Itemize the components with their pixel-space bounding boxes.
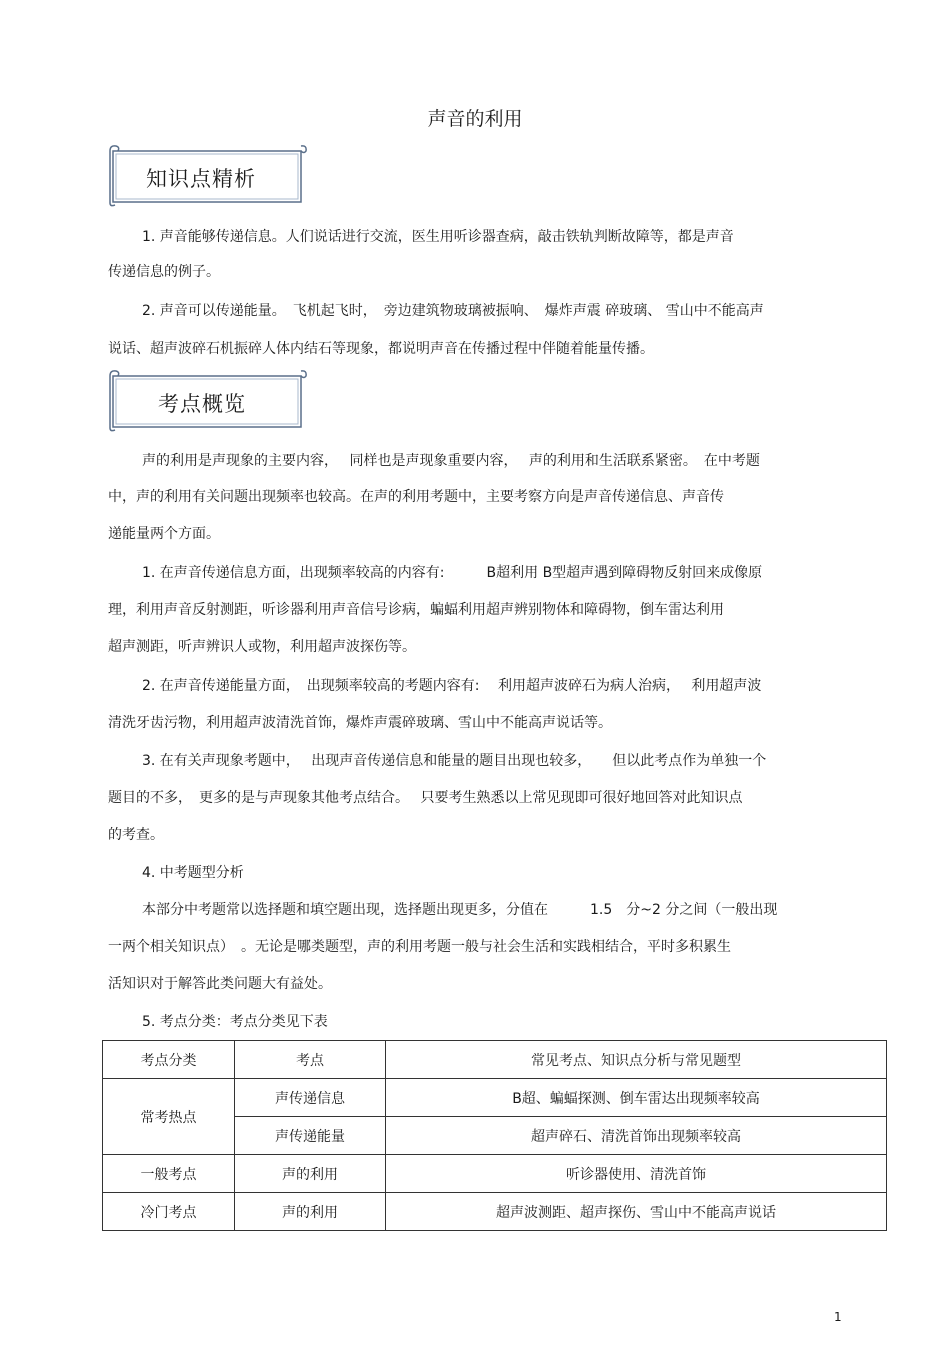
table-cell: 超声波测距、超声探伤、雪山中不能高声说话 [386, 1193, 887, 1231]
knowledge-line: 2. 声音可以传递能量。 飞机起飞时， 旁边建筑物玻璃被振响、 爆炸声震 碎玻璃、 雪山中不能高声 [142, 303, 764, 319]
knowledge-line: 传递信息的例子。 [108, 264, 220, 280]
overview-line: 的考查。 [108, 827, 164, 843]
overview-line: 题目的不多， 更多的是与声现象其他考点结合。 只要考生熟悉以上常见现即可很好地回答对此知识点 [108, 790, 743, 806]
overview-line: 清洗牙齿污物，利用超声波清洗首饰，爆炸声震碎玻璃、雪山中不能高声说话等。 [108, 715, 612, 731]
overview-line: 一两个相关知识点） 。无论是哪类题型，声的利用考题一般与社会生活和实践相结合，平时多积累生 [108, 939, 731, 955]
page-number: 1 [834, 1310, 842, 1324]
banner-label: 知识点精析 [146, 167, 256, 191]
overview-line: 3. 在有关声现象考题中， 出现声音传递信息和能量的题目出现也较多， 但以此考点作为单独一个 [142, 753, 767, 769]
overview-line: 本部分中考题常以选择题和填空题出现，选择题出现更多，分值在 1.5 分~2 分之间（一般出现 [142, 902, 778, 918]
section-banner-knowledge [108, 145, 308, 207]
exam-points-table [102, 1040, 887, 1231]
overview-line: 活知识对于解答此类问题大有益处。 [108, 976, 332, 992]
overview-line: 中，声的利用有关问题出现频率也较高。在声的利用考题中，主要考察方向是声音传递信息、声音传 [108, 489, 724, 505]
knowledge-line: 1. 声音能够传递信息。人们说话进行交流，医生用听诊器查病，敲击铁轨判断故障等，都是声音 [142, 229, 734, 245]
table-cell: 声的利用 [235, 1155, 386, 1193]
table-header-cell: 常见考点、知识点分析与常见题型 [386, 1041, 887, 1079]
section-banner-overview [108, 370, 308, 432]
table-cell-category: 常考热点 [103, 1079, 235, 1155]
overview-line: 4. 中考题型分析 [142, 865, 244, 881]
overview-line: 超声测距，听声辨识人或物，利用超声波探伤等。 [108, 639, 416, 655]
table-cell: 声传递能量 [235, 1117, 386, 1155]
table-cell: B超、蝙蝠探测、倒车雷达出现频率较高 [386, 1079, 887, 1117]
knowledge-line: 说话、超声波碎石机振碎人体内结石等现象，都说明声音在传播过程中伴随着能量传播。 [108, 341, 654, 357]
table-header-cell: 考点 [235, 1041, 386, 1079]
page-title: 声音的利用 [427, 108, 523, 130]
overview-line: 声的利用是声现象的主要内容， 同样也是声现象重要内容， 声的利用和生活联系紧密。 在中考题 [142, 453, 760, 469]
overview-line: 2. 在声音传递能量方面， 出现频率较高的考题内容有: 利用超声波碎石为病人治病， 利用超声波 [142, 678, 762, 694]
table-row [103, 1079, 887, 1117]
table-row [103, 1155, 887, 1193]
banner-label: 考点概览 [158, 392, 246, 416]
table-cell-category: 一般考点 [103, 1155, 235, 1193]
table-cell: 超声碎石、清洗首饰出现频率较高 [386, 1117, 887, 1155]
table-cell: 听诊器使用、清洗首饰 [386, 1155, 887, 1193]
table-header-cell: 考点分类 [103, 1041, 235, 1079]
overview-line: 理，利用声音反射测距，听诊器利用声音信号诊病，蝙蝠利用超声辨别物体和障碍物，倒车雷达利用 [108, 602, 724, 618]
overview-line: 递能量两个方面。 [108, 526, 220, 542]
overview-line: 1. 在声音传递信息方面，出现频率较高的内容有: B超利用 B型超声遇到障碍物反射回来成像原 [142, 565, 763, 581]
table-cell-category: 冷门考点 [103, 1193, 235, 1231]
table-header-row [103, 1041, 887, 1079]
overview-line: 5. 考点分类：考点分类见下表 [142, 1014, 328, 1030]
table-cell: 声传递信息 [235, 1079, 386, 1117]
table-cell: 声的利用 [235, 1193, 386, 1231]
table-row [103, 1193, 887, 1231]
